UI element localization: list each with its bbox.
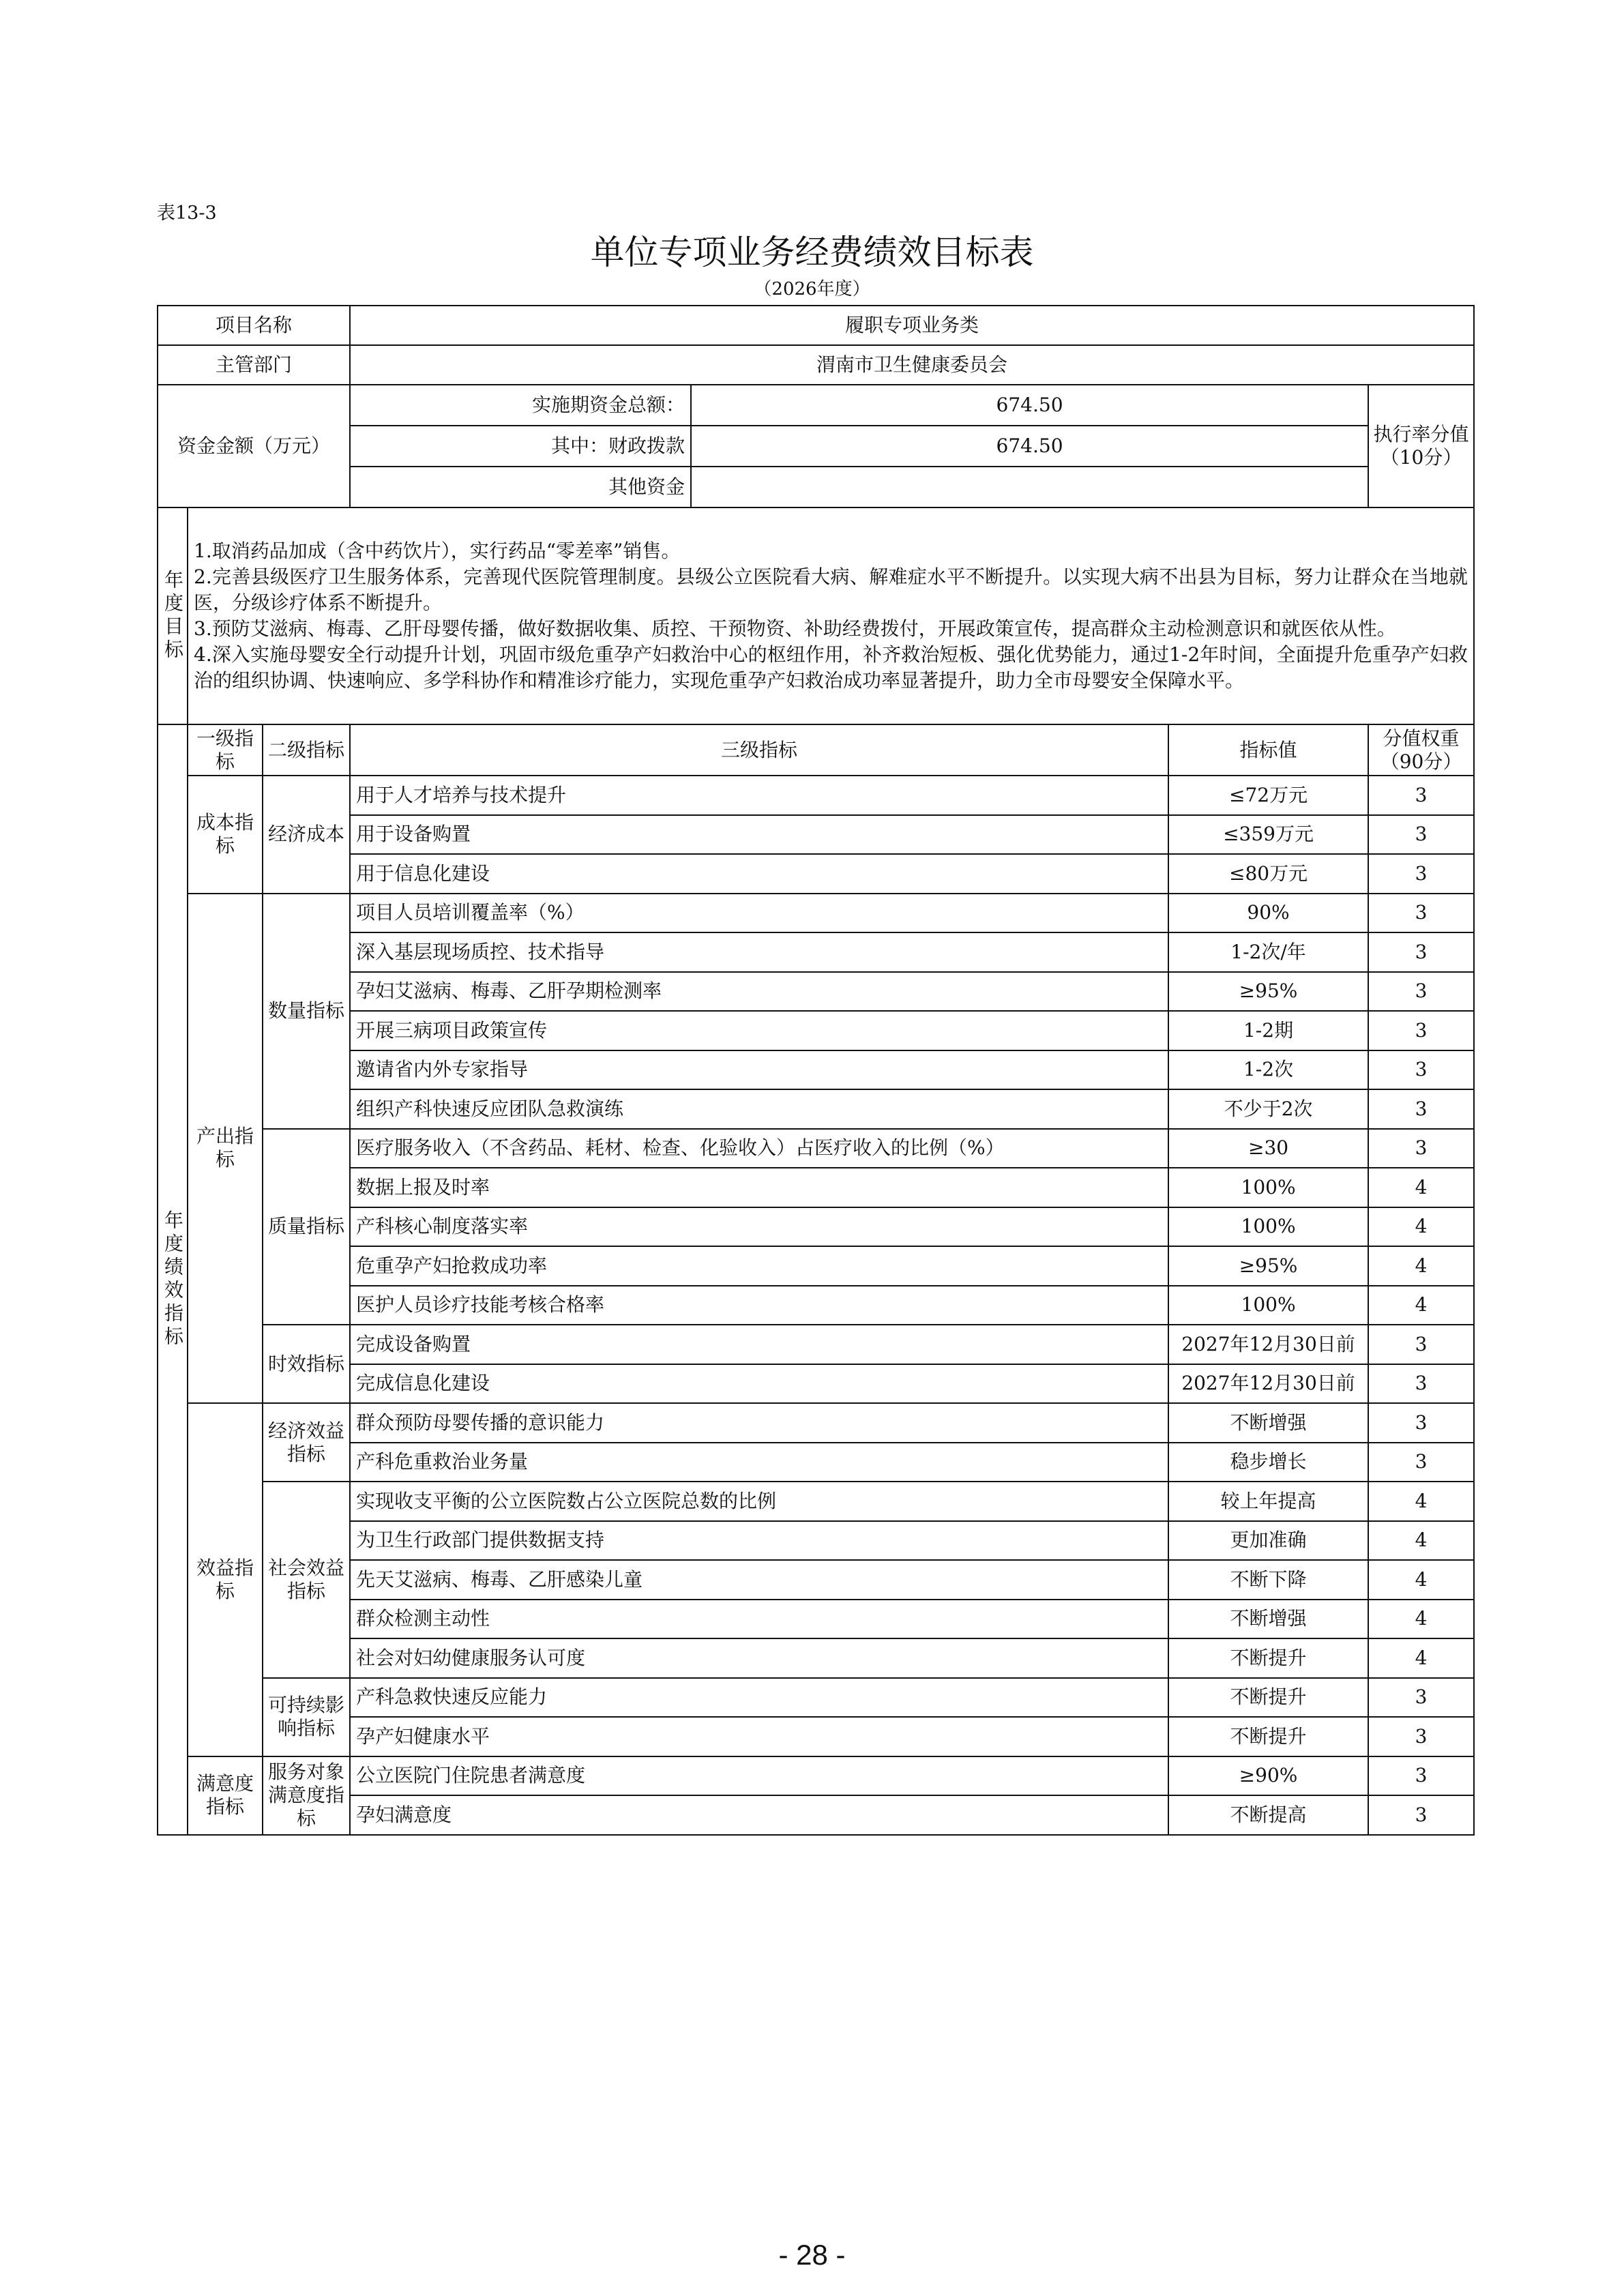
- indicator-value: 不断提升: [1168, 1678, 1368, 1718]
- level3-indicator: 产科危重救治业务量: [350, 1443, 1168, 1482]
- annual-goals-content: [188, 507, 1474, 724]
- indicator-row: [158, 1089, 1474, 1129]
- indicator-value: 不断提升: [1168, 1638, 1368, 1678]
- indicator-value: ≤80万元: [1168, 854, 1368, 894]
- level3-indicator: 产科急救快速反应能力: [350, 1678, 1168, 1718]
- indicator-score: 3: [1368, 932, 1474, 972]
- level3-indicator: 孕产妇健康水平: [350, 1717, 1168, 1756]
- indicator-row: [158, 1325, 1474, 1364]
- indicator-score: 3: [1368, 1795, 1474, 1835]
- indicator-score: 3: [1368, 1403, 1474, 1443]
- annual-goals-label-text: 年度目标: [162, 570, 184, 662]
- indicator-score: 4: [1368, 1521, 1474, 1561]
- table-number: 表13-3: [157, 203, 217, 224]
- level3-indicator: 医疗服务收入（不含药品、耗材、检查、化验收入）占医疗收入的比例（%）: [350, 1129, 1168, 1168]
- performance-goal-table: [157, 305, 1475, 1836]
- indicator-score: 3: [1368, 1717, 1474, 1756]
- level3-indicator: 孕妇艾滋病、梅毒、乙肝孕期检测率: [350, 972, 1168, 1012]
- level3-indicator: 先天艾滋病、梅毒、乙肝感染儿童: [350, 1560, 1168, 1600]
- execution-rate-score-label: 执行率分值（10分）: [1368, 385, 1474, 507]
- fund-finance-value: 674.50: [691, 426, 1368, 467]
- indicator-row: [158, 1795, 1474, 1835]
- level3-indicator: 项目人员培训覆盖率（%）: [350, 894, 1168, 933]
- indicator-row: [158, 1638, 1474, 1678]
- indicator-score: 3: [1368, 815, 1474, 855]
- level3-indicator: 群众预防母婴传播的意识能力: [350, 1403, 1168, 1443]
- indicator-value-header: 指标值: [1168, 724, 1368, 776]
- indicator-row: [158, 1403, 1474, 1443]
- indicator-value: 更加准确: [1168, 1521, 1368, 1561]
- department-row: [158, 345, 1474, 385]
- indicator-score: 3: [1368, 776, 1474, 815]
- indicator-score: 4: [1368, 1286, 1474, 1325]
- indicator-score: 4: [1368, 1482, 1474, 1521]
- indicator-score: 3: [1368, 972, 1474, 1012]
- level1-indicator: 成本指标: [188, 776, 263, 894]
- level3-indicator: 深入基层现场质控、技术指导: [350, 932, 1168, 972]
- indicator-score: 3: [1368, 1011, 1474, 1050]
- indicator-score: 3: [1368, 1325, 1474, 1364]
- indicator-score: 3: [1368, 1678, 1474, 1718]
- level3-indicator: 医护人员诊疗技能考核合格率: [350, 1286, 1168, 1325]
- indicator-score: 4: [1368, 1207, 1474, 1247]
- indicator-value: 100%: [1168, 1286, 1368, 1325]
- indicator-row: [158, 1756, 1474, 1796]
- indicator-value: 不断增强: [1168, 1403, 1368, 1443]
- level3-indicator: 实现收支平衡的公立医院数占公立医院总数的比例: [350, 1482, 1168, 1521]
- indicator-value: 1-2次/年: [1168, 932, 1368, 972]
- weight-header: 分值权重（90分）: [1368, 724, 1474, 776]
- indicator-value: 100%: [1168, 1207, 1368, 1247]
- indicator-value: 不断提升: [1168, 1717, 1368, 1756]
- level3-indicator: 公立医院门住院患者满意度: [350, 1756, 1168, 1796]
- level1-indicator: 产出指标: [188, 894, 263, 1404]
- fund-other-value: [691, 467, 1368, 507]
- indicator-value: 不断下降: [1168, 1560, 1368, 1600]
- fund-other-row: [158, 467, 1474, 507]
- indicator-row: [158, 1168, 1474, 1207]
- goal-item: 1.取消药品加成（含中药饮片），实行药品“零差率”销售。: [194, 540, 681, 562]
- indicator-header-row: [158, 724, 1474, 776]
- indicator-row: [158, 1050, 1474, 1090]
- level2-indicator: 服务对象满意度指标: [263, 1756, 350, 1835]
- indicator-value: ≥95%: [1168, 972, 1368, 1012]
- indicator-row: [158, 776, 1474, 815]
- level3-indicator: 邀请省内外专家指导: [350, 1050, 1168, 1090]
- level3-indicator: 用于人才培养与技术提升: [350, 776, 1168, 815]
- department-value: 渭南市卫生健康委员会: [350, 345, 1474, 385]
- indicator-row: [158, 1717, 1474, 1756]
- indicator-score: 4: [1368, 1560, 1474, 1600]
- indicator-value: ≤72万元: [1168, 776, 1368, 815]
- fund-label: 资金金额（万元）: [158, 385, 350, 507]
- indicator-value: ≥95%: [1168, 1246, 1368, 1286]
- indicator-score: 4: [1368, 1600, 1474, 1639]
- indicator-value: 1-2次: [1168, 1050, 1368, 1090]
- indicator-score: 4: [1368, 1638, 1474, 1678]
- indicator-row: [158, 1364, 1474, 1404]
- indicator-row: [158, 815, 1474, 855]
- project-name-label: 项目名称: [158, 306, 350, 345]
- indicator-value: 不断提高: [1168, 1795, 1368, 1835]
- indicator-score: 3: [1368, 894, 1474, 933]
- level2-indicator: 可持续影响指标: [263, 1678, 350, 1756]
- annual-goals-row: [158, 507, 1474, 724]
- document-year: （2026年度）: [754, 279, 870, 299]
- indicator-score: 3: [1368, 854, 1474, 894]
- indicator-score: 3: [1368, 1129, 1474, 1168]
- project-name-value: 履职专项业务类: [350, 306, 1474, 345]
- level3-indicator: 孕妇满意度: [350, 1795, 1168, 1835]
- indicator-value: 2027年12月30日前: [1168, 1364, 1368, 1404]
- page-number: - 28 -: [778, 2239, 846, 2271]
- level2-indicator: 社会效益指标: [263, 1482, 350, 1678]
- indicator-score: 4: [1368, 1168, 1474, 1207]
- level3-indicator: 为卫生行政部门提供数据支持: [350, 1521, 1168, 1561]
- level3-indicator: 数据上报及时率: [350, 1168, 1168, 1207]
- indicator-row: [158, 1443, 1474, 1482]
- indicator-row: [158, 932, 1474, 972]
- indicator-row: [158, 1678, 1474, 1718]
- level3-header: 三级指标: [350, 724, 1168, 776]
- level2-indicator: 数量指标: [263, 894, 350, 1129]
- indicator-row: [158, 1560, 1474, 1600]
- indicator-value: ≥30: [1168, 1129, 1368, 1168]
- indicator-value: 不断增强: [1168, 1600, 1368, 1639]
- indicator-row: [158, 1011, 1474, 1050]
- level2-indicator: 时效指标: [263, 1325, 350, 1403]
- document-title: 单位专项业务经费绩效目标表: [590, 233, 1034, 272]
- annual-goals-label: [158, 507, 188, 724]
- level3-indicator: 产科核心制度落实率: [350, 1207, 1168, 1247]
- indicator-row: [158, 854, 1474, 894]
- level3-indicator: 群众检测主动性: [350, 1600, 1168, 1639]
- fund-finance-row: [158, 426, 1474, 467]
- level1-indicator: 效益指标: [188, 1403, 263, 1756]
- level3-indicator: 开展三病项目政策宣传: [350, 1011, 1168, 1050]
- level3-indicator: 用于设备购置: [350, 815, 1168, 855]
- indicator-value: 1-2期: [1168, 1011, 1368, 1050]
- indicator-score: 3: [1368, 1443, 1474, 1482]
- indicator-row: [158, 1600, 1474, 1639]
- indicator-score: 4: [1368, 1246, 1474, 1286]
- indicator-score: 3: [1368, 1756, 1474, 1796]
- indicator-section-label-text: 年度绩效指标: [162, 1209, 184, 1349]
- level3-indicator: 完成信息化建设: [350, 1364, 1168, 1404]
- level2-indicator: 经济成本: [263, 776, 350, 894]
- indicator-score: 3: [1368, 1050, 1474, 1090]
- indicator-score: 3: [1368, 1364, 1474, 1404]
- indicator-row: [158, 1207, 1474, 1247]
- level1-header: 一级指标: [188, 724, 263, 776]
- fund-total-label: 实施期资金总额：: [350, 385, 691, 426]
- level3-indicator: 社会对妇幼健康服务认可度: [350, 1638, 1168, 1678]
- indicator-value: 90%: [1168, 894, 1368, 933]
- indicator-value: ≤359万元: [1168, 815, 1368, 855]
- indicator-section-label: [158, 724, 188, 1835]
- level3-indicator: 危重孕产妇抢救成功率: [350, 1246, 1168, 1286]
- department-label: 主管部门: [158, 345, 350, 385]
- indicator-row: [158, 972, 1474, 1012]
- goal-item: 2.完善县级医疗卫生服务体系，完善现代医院管理制度。县级公立医院看大病、解难症水平不断提升。以实现大病不出县为目标，努力让群众在当地就医，分级诊疗体系不断提升。: [194, 565, 1468, 614]
- level3-indicator: 用于信息化建设: [350, 854, 1168, 894]
- fund-finance-label: 其中：财政拨款: [350, 426, 691, 467]
- goal-item: 3.预防艾滋病、梅毒、乙肝母婴传播，做好数据收集、质控、干预物资、补助经费拨付，开展政策宣传，提高群众主动检测意识和就医依从性。: [194, 617, 1396, 640]
- indicator-value: 不少于2次: [1168, 1089, 1368, 1129]
- fund-total-value: 674.50: [691, 385, 1368, 426]
- level3-indicator: 完成设备购置: [350, 1325, 1168, 1364]
- fund-total-row: [158, 385, 1474, 426]
- fund-other-label: 其他资金: [350, 467, 691, 507]
- project-name-row: [158, 306, 1474, 345]
- level2-indicator: 质量指标: [263, 1129, 350, 1325]
- indicator-row: [158, 894, 1474, 933]
- level2-header: 二级指标: [263, 724, 350, 776]
- indicator-value: 稳步增长: [1168, 1443, 1368, 1482]
- indicator-row: [158, 1129, 1474, 1168]
- indicator-row: [158, 1246, 1474, 1286]
- indicator-row: [158, 1286, 1474, 1325]
- indicator-row: [158, 1521, 1474, 1561]
- level2-indicator: 经济效益指标: [263, 1403, 350, 1482]
- level1-indicator: 满意度指标: [188, 1756, 263, 1835]
- indicator-value: 2027年12月30日前: [1168, 1325, 1368, 1364]
- indicator-value: 100%: [1168, 1168, 1368, 1207]
- level3-indicator: 组织产科快速反应团队急救演练: [350, 1089, 1168, 1129]
- indicator-value: ≥90%: [1168, 1756, 1368, 1796]
- indicator-row: [158, 1482, 1474, 1521]
- indicator-value: 较上年提高: [1168, 1482, 1368, 1521]
- goal-item: 4.深入实施母婴安全行动提升计划，巩固市级危重孕产妇救治中心的枢纽作用，补齐救治短板、强化优势能力，通过1-2年时间，全面提升危重孕产妇救治的组织协调、快速响应、多学科协作和精准诊疗能力，实现危重孕产妇救治成功率显著提升，助力全市母婴安全保障水平。: [194, 643, 1468, 692]
- indicator-score: 3: [1368, 1089, 1474, 1129]
